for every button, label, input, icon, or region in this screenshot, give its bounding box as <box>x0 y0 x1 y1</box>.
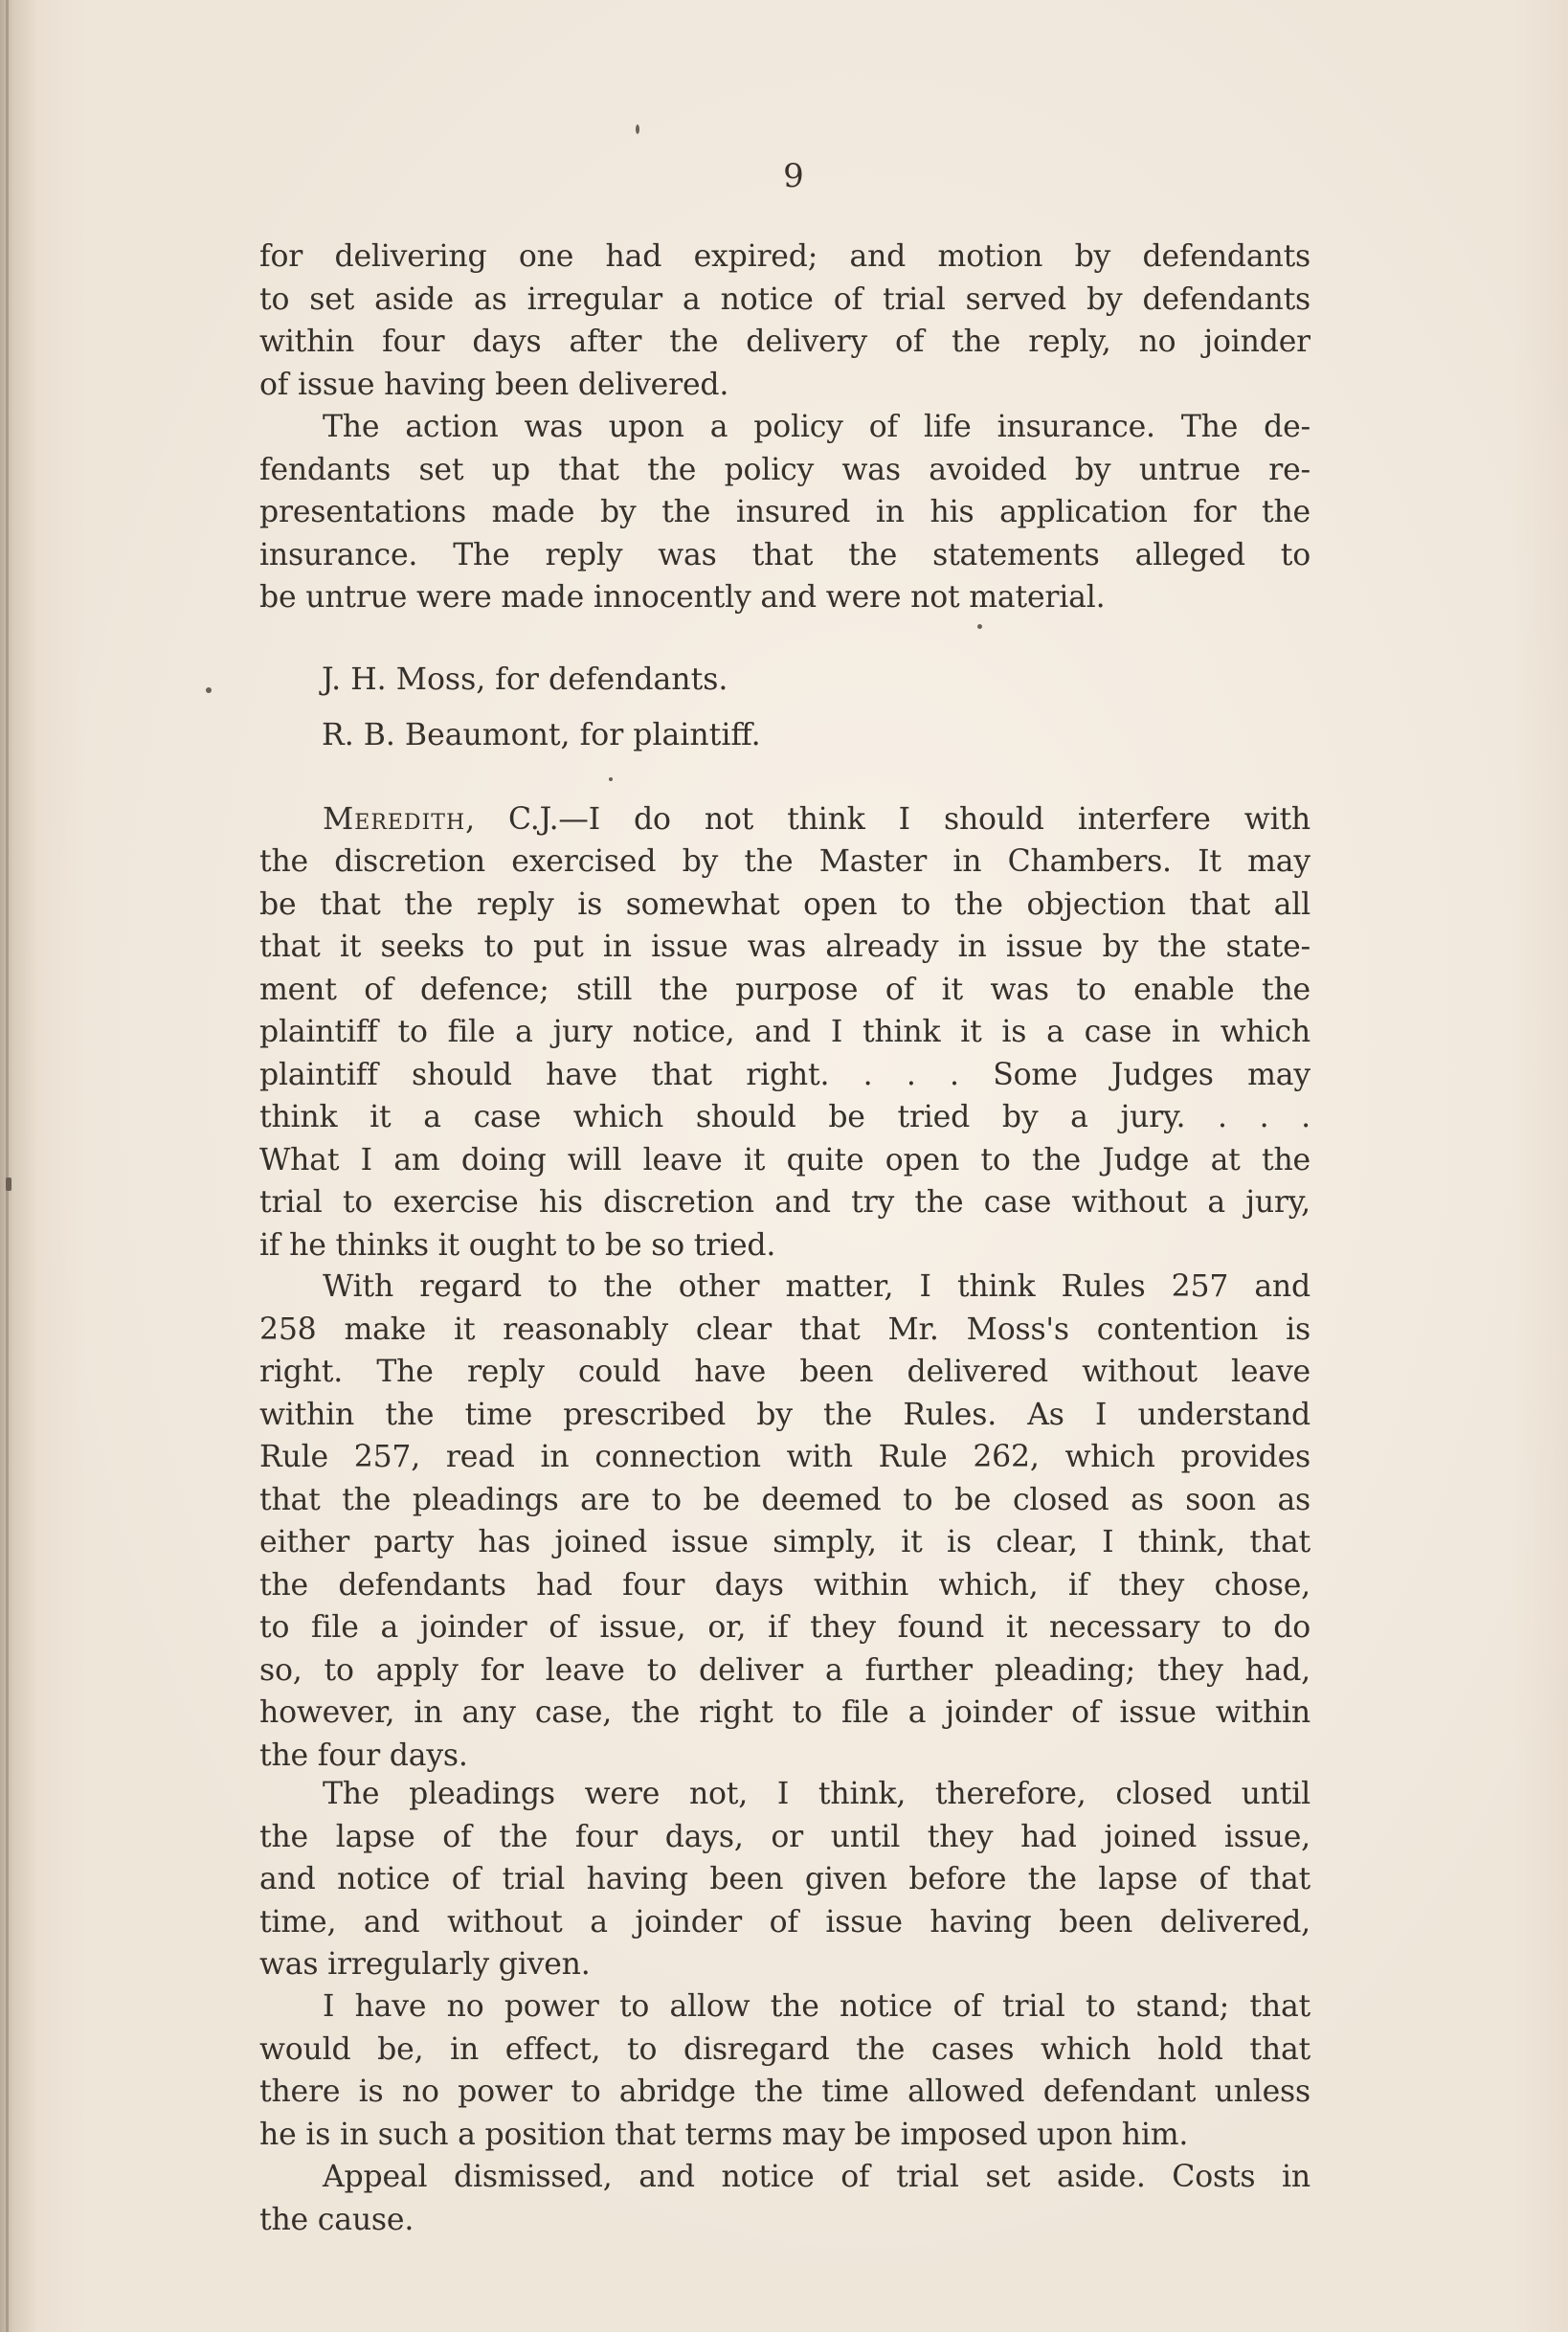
judgment-opening <box>259 798 1310 841</box>
text-line: the discretion exercised by the Master in Chambers. It may <box>259 844 1310 879</box>
text-line: be untrue were made innocently and were not material. <box>259 580 1106 615</box>
text-line: if he thinks it ought to be so tried. <box>259 1227 776 1263</box>
judgment-paragraph-3 <box>259 1773 1310 1986</box>
counsel-defendants: J. H. Moss, for defendants. <box>322 662 728 697</box>
text-line: within four days after the delivery of the reply, no joinder <box>259 325 1310 359</box>
text-line: The pleadings were not, I think, therefore, closed until <box>323 1777 1310 1811</box>
binding-edge <box>6 0 9 2332</box>
text-line: 258 make it reasonably clear that Mr. Moss's contention is <box>259 1312 1310 1347</box>
text-line: I have no power to allow the notice of trial to stand; that <box>323 1989 1310 2024</box>
text-line <box>259 798 1310 841</box>
text-line: the defendants had four days within which, if they chose, <box>259 1567 1310 1603</box>
judgment-paragraph-2 <box>259 1266 1310 1777</box>
judgment-disposition <box>259 2156 1310 2241</box>
judge-name: Meredith <box>323 802 466 837</box>
judgment-paragraph-1 <box>259 841 1310 1267</box>
judgment-paragraph-4 <box>259 1985 1310 2156</box>
text-line: the cause. <box>259 2202 414 2237</box>
text-line: plaintiff should have that right. . . . Some Judges may <box>259 1057 1310 1092</box>
text-line: of issue having been delivered. <box>259 367 729 402</box>
paragraph-facts <box>259 406 1310 619</box>
text-line: the four days. <box>259 1738 468 1773</box>
ink-speck <box>636 124 639 134</box>
paragraph-intro <box>259 235 1310 406</box>
text-line: insurance. The reply was that the statements alleged to <box>259 537 1310 572</box>
text-line: that the pleadings are to be deemed to be closed as soon as <box>259 1482 1310 1517</box>
text-line: fendants set up that the policy was avoided by untrue re- <box>259 452 1310 487</box>
ink-speck <box>6 1177 11 1191</box>
text-line: be that the reply is somewhat open to the objection that all <box>259 886 1310 922</box>
text-line: that it seeks to put in issue was already in issue by the state- <box>259 930 1310 964</box>
text-line: Rule 257, read in connection with Rule 262, which provides <box>259 1440 1310 1474</box>
ink-speck <box>206 687 212 693</box>
counsel-plaintiff: R. B. Beaumont, for plaintiff. <box>322 718 761 752</box>
text-line: was irregularly given. <box>259 1947 591 1982</box>
text-line: he is in such a position that terms may be imposed upon him. <box>259 2117 1189 2152</box>
text-line: presentations made by the insured in his application for the <box>259 495 1310 529</box>
text-line: to set aside as irregular a notice of trial served by defendants <box>259 281 1310 317</box>
text-line: Appeal dismissed, and notice of trial set aside. Costs in <box>323 2160 1310 2194</box>
text-line: right. The reply could have been delivered without leave <box>259 1355 1310 1389</box>
text-line: think it a case which should be tried by a jury. . . . <box>259 1100 1310 1134</box>
text-line: to file a joinder of issue, or, if they found it necessary to do <box>259 1610 1310 1645</box>
text-line: however, in any case, the right to file a joinder of issue within <box>259 1695 1310 1730</box>
text-line: ment of defence; still the purpose of it was to enable the <box>259 972 1310 1007</box>
text-line: time, and without a joinder of issue having been delivered, <box>259 1904 1310 1940</box>
ink-speck <box>609 777 613 781</box>
text-line: With regard to the other matter, I think Rules 257 and <box>323 1269 1310 1304</box>
text-line: would be, in effect, to disregard the cases which hold that <box>259 2031 1310 2067</box>
text-line: and notice of trial having been given before the lapse of that <box>259 1862 1310 1896</box>
text-line: What I am doing will leave it quite open to the Judge at the <box>259 1142 1310 1177</box>
judge-title: , C.J.—I do not think I should interfere with <box>465 802 1310 837</box>
text-line: there is no power to abridge the time allowed defendant unless <box>259 2074 1310 2109</box>
text-line: The action was upon a policy of life insurance. The de- <box>323 410 1310 444</box>
text-line: for delivering one had expired; and motion by defendants <box>259 239 1310 274</box>
text-line: trial to exercise his discretion and try the case without a jury, <box>259 1185 1310 1220</box>
text-line: so, to apply for leave to deliver a further pleading; they had, <box>259 1652 1310 1688</box>
text-line: the lapse of the four days, or until they had joined issue, <box>259 1819 1310 1854</box>
page-number: 9 <box>783 157 804 195</box>
ink-speck <box>977 624 982 629</box>
text-line: either party has joined issue simply, it is clear, I think, that <box>259 1525 1310 1559</box>
text-line: plaintiff to file a jury notice, and I think it is a case in which <box>259 1015 1310 1049</box>
text-line: within the time prescribed by the Rules. As I understand <box>259 1397 1310 1432</box>
